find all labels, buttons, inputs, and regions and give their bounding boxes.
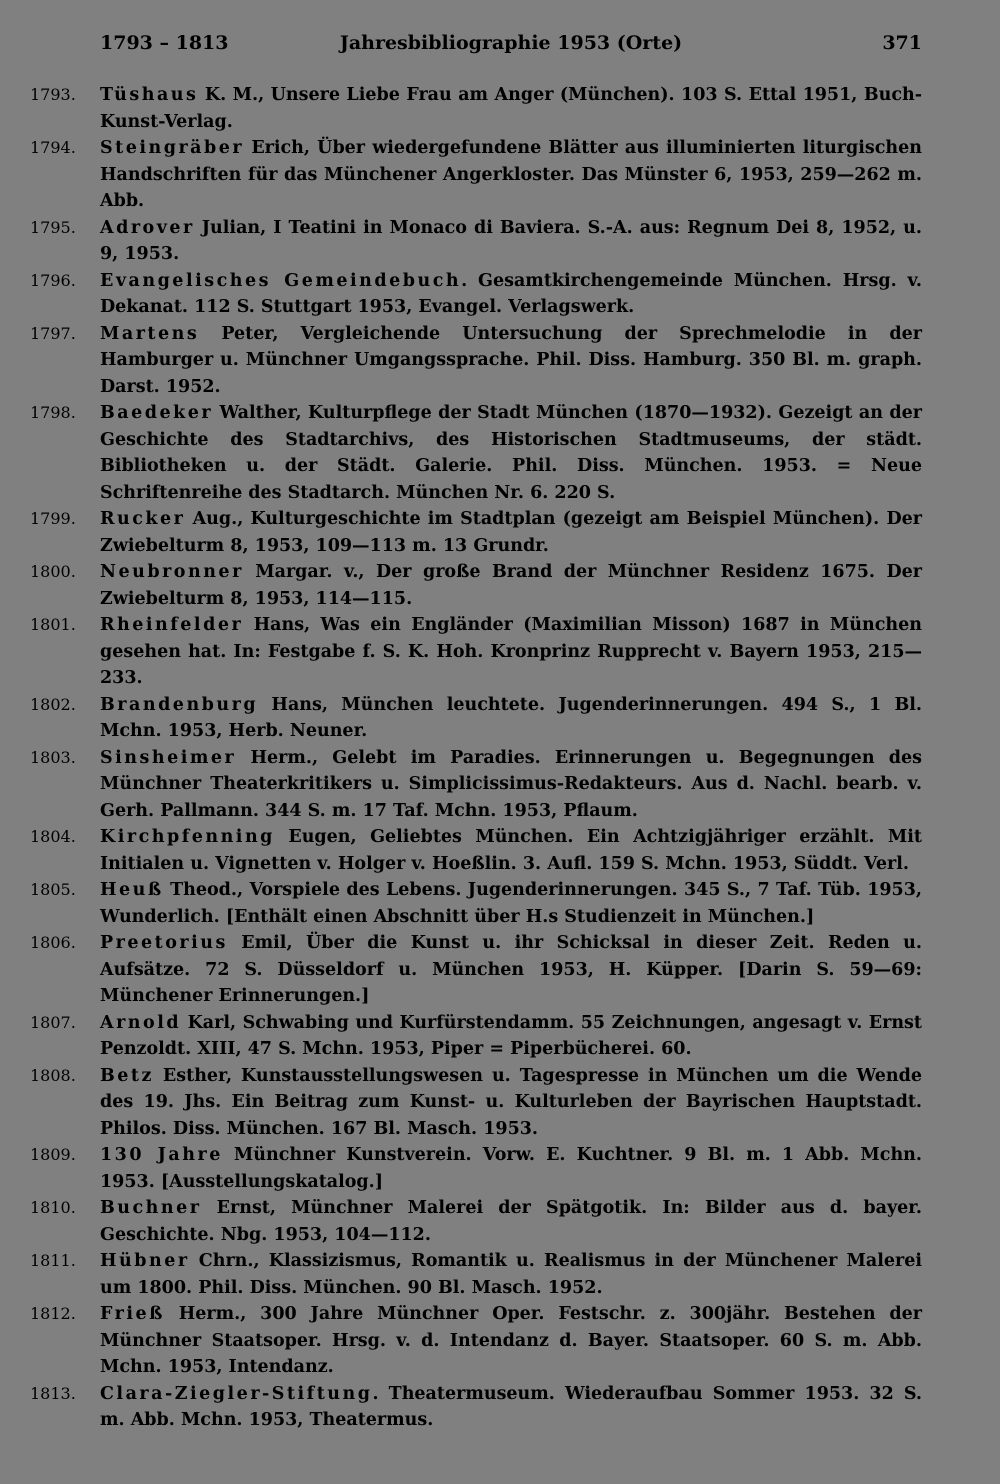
entry-details: Emil, Über die Kunst u. ihr Schicksal in dieser Zeit. Reden u. Aufsätze. 72 S. Düsseldorf u. München 1953, H. Küpper. [Darin S. 59—69: Münchener Erinnerungen.] [100, 933, 922, 1006]
entry-details: K. M., Unsere Liebe Frau am Anger (München). 103 S. Ettal 1951, Buch-Kunst-Verlag. [100, 85, 922, 132]
entry-details: Münchner Kunstverein. Vorw. E. Kuchtner. 9 Bl. m. 1 Abb. Mchn. 1953. [Ausstellungskatalog.] [100, 1145, 922, 1192]
bibliography-entry [30, 692, 922, 745]
entry-author: Frieß [100, 1304, 165, 1324]
entry-author: Steingräber [100, 138, 245, 158]
entry-text [100, 506, 922, 559]
entry-details: Walther, Kulturpflege der Stadt München (1870—1932). Gezeigt an der Geschichte des Stadtarchivs, des Historischen Stadtmuseums, der städt. Bibliotheken u. der Städt. Galerie. Phil. Diss. München. 1953. = Neue Schriftenreihe des Stadtarch. München Nr. 6. 220 S. [100, 403, 922, 503]
entry-author: Evangelisches Gemeindebuch [100, 270, 462, 291]
page-range: 1793 – 1813 [100, 32, 229, 54]
entry-author: Arnold [100, 1012, 182, 1033]
entry-author: Clara-Ziegler-Stiftung [100, 1383, 373, 1404]
entry-details: Chrn., Klassizismus, Romantik u. Realismus in der Münchener Malerei um 1800. Phil. Diss. München. 90 Bl. Masch. 1952. [100, 1251, 922, 1298]
entry-text [100, 877, 922, 930]
entry-author: Kirchpfenning [100, 827, 275, 847]
entry-details: Ernst, Münchner Malerei der Spätgotik. In: Bilder aus d. bayer. Geschichte. Nbg. 1953, 104—112. [100, 1198, 922, 1245]
entry-text [100, 559, 922, 612]
entry-text [100, 692, 922, 745]
entry-author: Rucker [100, 509, 186, 529]
entry-number: 1796. [30, 270, 76, 290]
entry-text [100, 1195, 922, 1248]
bibliography-entry [30, 824, 922, 877]
entry-text [100, 215, 922, 268]
entry-text [100, 745, 922, 825]
bibliography-entry [30, 321, 922, 401]
entry-text [100, 400, 922, 506]
bibliography-entry [30, 1195, 922, 1248]
bibliography-entry [30, 215, 922, 268]
entry-number: 1800. [30, 562, 76, 581]
entry-author: Preetorius [100, 933, 228, 953]
entry-number: 1795. [30, 217, 76, 237]
bibliography-entry [30, 1301, 922, 1381]
entry-number: 1809. [30, 1145, 76, 1164]
bibliography-entry [30, 1381, 922, 1434]
entry-author: Buchner [100, 1198, 202, 1218]
entry-details: Herm., Gelebt im Paradies. Erinnerungen u. Begegnungen des Münchner Theaterkritikers u. Simplicissimus-Redakteurs. Aus d. Nachl. bearb. v. Gerh. Pallmann. 344 S. m. 17 Taf. Mchn. 1953, Pflaum. [100, 747, 922, 821]
entry-details: Aug., Kulturgeschichte im Stadtplan (gezeigt am Beispiel München). Der Zwiebelturm 8, 1953, 109—113 m. 13 Grundr. [100, 509, 922, 556]
entry-text [100, 824, 922, 877]
bibliography-entry [30, 1010, 922, 1063]
entry-details: Karl, Schwabing und Kurfürstendamm. 55 Zeichnungen, angesagt v. Ernst Penzoldt. XIII, 47 S. Mchn. 1953, Piper = Piperbücherei. 60. [100, 1012, 922, 1059]
entry-details: . Theatermuseum. Wiederaufbau Sommer 1953. 32 S. m. Abb. Mchn. 1953, Theatermus. [100, 1383, 922, 1430]
entry-author: Brandenburg [100, 694, 259, 715]
entry-author: Betz [100, 1065, 154, 1086]
entry-author: Neubronner [100, 562, 244, 582]
entry-number: 1802. [30, 694, 76, 714]
running-title: Jahresbibliographie 1953 (Orte) [339, 32, 683, 54]
bibliography-entry [30, 135, 922, 215]
entry-author: Martens [100, 323, 200, 344]
entry-number: 1808. [30, 1065, 76, 1085]
entry-number: 1797. [30, 323, 76, 343]
entry-details: Eugen, Geliebtes München. Ein Achtzigjähriger erzählt. Mit Initialen u. Vignetten v. Holger v. Hoeßlin. 3. Aufl. 159 S. Mchn. 1953, Süddt. Verl. [100, 827, 922, 874]
bibliography-entry [30, 1142, 922, 1195]
entry-text [100, 82, 922, 135]
entry-number: 1805. [30, 880, 76, 899]
entry-number: 1813. [30, 1383, 76, 1403]
entry-author: Rheinfelder [100, 615, 244, 635]
entry-author: Adrover [100, 217, 195, 238]
entry-author: Baedeker [100, 403, 214, 423]
entry-number: 1793. [30, 85, 76, 104]
entry-number: 1806. [30, 933, 76, 952]
entry-details: . Gesamtkirchengemeinde München. Hrsg. v. Dekanat. 112 S. Stuttgart 1953, Evangel. Verlagswerk. [100, 270, 922, 317]
entry-details: Hans, Was ein Engländer (Maximilian Misson) 1687 in München gesehen hat. In: Festgabe f. S. K. Hoh. Kronprinz Rupprecht v. Bayern 1953, 215—233. [100, 615, 922, 688]
entry-number: 1798. [30, 403, 76, 422]
bibliography-entry [30, 612, 922, 692]
entry-text [100, 930, 922, 1010]
entry-author: Sinsheimer [100, 747, 237, 768]
bibliography-entry [30, 400, 922, 506]
entry-details: Esther, Kunstausstellungswesen u. Tagespresse in München um die Wende des 19. Jhs. Ein Beitrag zum Kunst- u. Kulturleben der Bayrischen Hauptstadt. Philos. Diss. München. 167 Bl. Masch. 1953. [100, 1065, 922, 1139]
entry-details: Theod., Vorspiele des Lebens. Jugenderinnerungen. 345 S., 7 Taf. Tüb. 1953, Wunderlich. [Enthält einen Abschnitt über H.s Studienzeit in München.] [100, 880, 922, 927]
entry-details: Erich, Über wiedergefundene Blätter aus illuminierten liturgischen Handschriften für das Münchener Angerkloster. Das Münster 6, 1953, 259—262 m. Abb. [100, 138, 922, 211]
entry-author: Heuß [100, 880, 164, 900]
entry-details: Hans, München leuchtete. Jugenderinnerungen. 494 S., 1 Bl. Mchn. 1953, Herb. Neuner. [100, 694, 922, 741]
entry-number: 1812. [30, 1304, 76, 1323]
entry-text [100, 135, 922, 215]
entry-details: Herm., 300 Jahre Münchner Oper. Festschr. z. 300jähr. Bestehen der Münchner Staatsoper. Hrsg. v. d. Intendanz d. Bayer. Staatsoper. 60 S. m. Abb. Mchn. 1953, Intendanz. [100, 1304, 922, 1377]
entry-number: 1804. [30, 827, 76, 846]
entry-text [100, 612, 922, 692]
bibliography-entry [30, 506, 922, 559]
entry-details: Julian, I Teatini in Monaco di Baviera. S.-A. aus: Regnum Dei 8, 1952, u. 9, 1953. [100, 217, 922, 264]
bibliography-entry [30, 1063, 922, 1143]
entry-number: 1794. [30, 138, 76, 157]
entry-text [100, 1063, 922, 1143]
bibliography-entry [30, 877, 922, 930]
entry-number: 1803. [30, 747, 76, 767]
entry-author: 130 Jahre [100, 1145, 223, 1165]
bibliography-entry [30, 745, 922, 825]
entry-author: Hübner [100, 1251, 190, 1271]
entry-number: 1811. [30, 1251, 76, 1270]
bibliography-entry [30, 559, 922, 612]
entry-text [100, 268, 922, 321]
running-head [100, 32, 922, 58]
entry-details: Margar. v., Der große Brand der Münchner Residenz 1675. Der Zwiebelturm 8, 1953, 114—115. [100, 562, 922, 609]
entry-number: 1810. [30, 1198, 76, 1217]
entry-text [100, 1010, 922, 1063]
entry-text [100, 1142, 922, 1195]
entry-number: 1807. [30, 1012, 76, 1032]
entry-text [100, 1381, 922, 1434]
bibliography-entries [30, 82, 922, 1434]
bibliography-entry [30, 268, 922, 321]
entry-details: Peter, Vergleichende Untersuchung der Sprechmelodie in der Hamburger u. Münchner Umgangssprache. Phil. Diss. Hamburg. 350 Bl. m. graph. Darst. 1952. [100, 323, 922, 397]
page-number: 371 [882, 32, 922, 54]
entry-number: 1799. [30, 509, 76, 528]
bibliography-entry [30, 1248, 922, 1301]
entry-author: Tüshaus [100, 85, 199, 105]
entry-text [100, 321, 922, 401]
bibliography-entry [30, 82, 922, 135]
entry-number: 1801. [30, 615, 76, 634]
bibliography-entry [30, 930, 922, 1010]
entry-text [100, 1301, 922, 1381]
entry-text [100, 1248, 922, 1301]
